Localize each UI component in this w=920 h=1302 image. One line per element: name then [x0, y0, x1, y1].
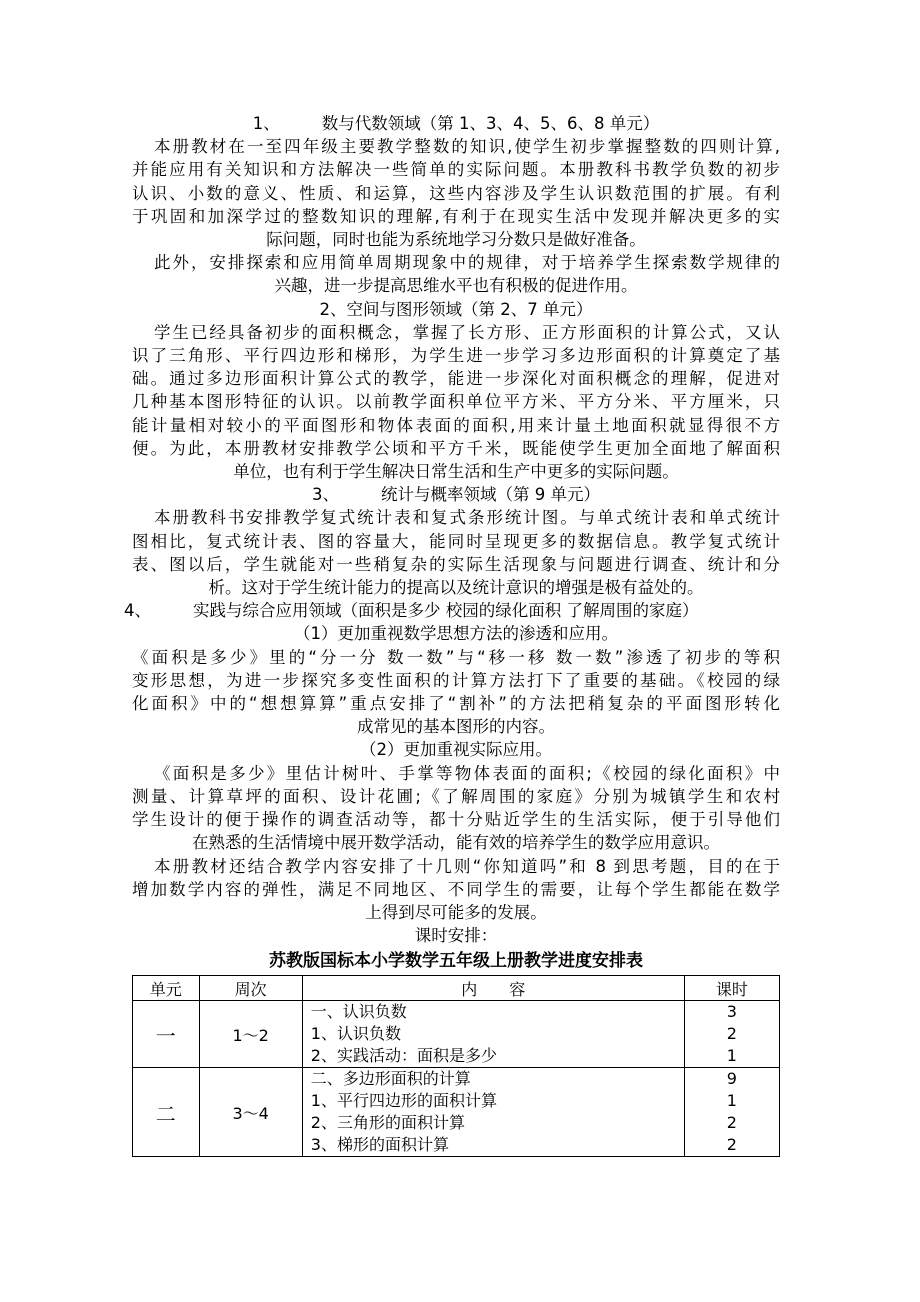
- section-2-line: 能计量相对较小的平面图形和物体表面的面积,用来计量土地面积就显得很不方: [132, 415, 780, 435]
- content-cell: [302, 1068, 684, 1157]
- content-cell: [302, 1001, 684, 1068]
- schedule-table: [132, 975, 780, 1157]
- content-item: 1、平行四边形的面积计算: [310, 1091, 497, 1111]
- document-page: [124, 112, 780, 1157]
- section-4-title: 实践与综合应用领域（面积是多少 校园的绿化面积 了解周围的家庭）: [193, 601, 699, 621]
- content-item: 一、认识负数: [310, 1002, 407, 1022]
- content-item: 二、多边形面积的计算: [310, 1069, 471, 1089]
- header-unit: 单元: [133, 976, 200, 1001]
- hours-value: 2: [726, 1024, 737, 1044]
- section-4-line: 《面积是多少》里估计树叶、手掌等物体表面的面积;《校园的绿化面积》中: [154, 763, 780, 783]
- week-cell: 1～2: [199, 1001, 302, 1068]
- table-row: [133, 1001, 780, 1068]
- section-1-line: 兴趣，进一步提高思维水平也有积极的促进作用。: [274, 276, 638, 296]
- section-1-line: 并能应用有关知识和方法解决一些简单的实际问题。本册教科书教学负数的初步: [132, 160, 780, 180]
- section-2-heading: [132, 298, 780, 321]
- table-title: 苏教版国标本小学数学五年级上册教学进度安排表: [269, 951, 643, 972]
- section-2-line: 础。通过多边形面积计算公式的教学，能进一步深化对面积概念的理解，促进对: [132, 369, 780, 389]
- content-item: 1、认识负数: [310, 1024, 401, 1044]
- table-header-row: [133, 976, 780, 1001]
- hours-value: 1: [726, 1091, 737, 1111]
- header-week: 周次: [199, 976, 302, 1001]
- hours-cell: [684, 1001, 779, 1068]
- section-3-line: 表、图以后，学生就能对一些稍复杂的实际生活现象与问题进行调查、统计和分: [132, 554, 780, 574]
- unit-cell: 二: [133, 1068, 200, 1157]
- section-4-line: （2）更加重视实际应用。: [360, 740, 552, 760]
- section-3-heading: [132, 483, 780, 506]
- section-2-number: 2、: [319, 299, 347, 319]
- section-4-line: 增加数学内容的弹性，满足不同地区、不同学生的需要，让每个学生都能在数学: [132, 879, 780, 899]
- hours-value: 1: [726, 1046, 737, 1066]
- section-3-number: 3、: [312, 485, 339, 505]
- section-4-line: 上得到尽可能多的发展。: [365, 902, 547, 922]
- section-1-heading: [132, 112, 780, 135]
- unit-cell: 一: [133, 1001, 200, 1068]
- hours-value: 3: [726, 1002, 737, 1022]
- section-1-title: 数与代数领域（第 1、3、4、5、6、8 单元）: [321, 114, 660, 133]
- section-1-line: 此外，安排探索和应用简单周期现象中的规律，对于培养学生探索数学规律的: [154, 253, 780, 273]
- schedule-label: 课时安排：: [414, 926, 498, 946]
- section-2-line: 单位，也有利于学生解决日常生活和生产中更多的实际问题。: [233, 462, 679, 482]
- section-4-number: 4、: [124, 601, 151, 621]
- section-2-title: 空间与图形领域（第 2、7 单元）: [346, 299, 593, 319]
- section-4-line: （1）更加重视数学思想方法的渗透和应用。: [294, 624, 618, 644]
- section-4-line: 化面积》中的“想想算算”重点安排了“割补”的方法把稍复杂的平面图形转化: [132, 694, 780, 714]
- content-item: 2、实践活动：面积是多少: [310, 1046, 497, 1066]
- content-item: 2、三角形的面积计算: [310, 1113, 465, 1133]
- section-4-heading: [124, 599, 780, 622]
- header-content: 内 容: [302, 976, 684, 1001]
- hours-value: 9: [726, 1069, 737, 1089]
- section-1-line: 际问题，同时也能为系统地学习分数只是做好准备。: [266, 230, 646, 250]
- section-2-line: 识了三角形、平行四边形和梯形，为学生进一步学习多边形面积的计算奠定了基: [132, 346, 780, 366]
- section-4-line: 学生设计的便于操作的调查活动等，都十分贴近学生的生活实际，便于引导他们: [132, 810, 780, 830]
- section-4-line: 本册教材还结合教学内容安排了十几则“你知道吗”和 8 到思考题，目的在于: [154, 856, 780, 876]
- section-3-title: 统计与概率领域（第 9 单元）: [381, 485, 600, 505]
- header-hours: 课时: [684, 976, 779, 1001]
- section-2-line: 便。为此，本册教材安排教学公顷和平方千米，既能使学生更加全面地了解面积: [132, 438, 780, 458]
- section-3-line: 图相比，复式统计表、图的容量大，能同时呈现更多的数据信息。教学复式统计: [132, 531, 780, 551]
- week-cell: 3～4: [199, 1068, 302, 1157]
- section-1-line: 本册教材在一至四年级主要教学整数的知识,使学生初步掌握整数的四则计算,: [154, 137, 780, 157]
- hours-cell: [684, 1068, 779, 1157]
- section-4-line: 在熟悉的生活情境中展开数学活动，能有效的培养学生的数学应用意识。: [192, 833, 720, 853]
- section-4-line: 成常见的基本图形的内容。: [357, 717, 555, 737]
- section-4-line: 《面积是多少》里的“分一分 数一数”与“移一移 数一数”渗透了初步的等积: [132, 647, 780, 667]
- table-row: [133, 1068, 780, 1157]
- section-1-line: 于巩固和加深学过的整数知识的理解,有利于在现实生活中发现并解决更多的实: [132, 206, 780, 226]
- section-3-line: 本册教科书安排教学复式统计表和复式条形统计图。与单式统计表和单式统计: [154, 508, 780, 528]
- content-item: 3、梯形的面积计算: [310, 1135, 449, 1155]
- section-1-line: 认识、小数的意义、性质、和运算，这些内容涉及学生认识数范围的扩展。有利: [132, 183, 780, 203]
- section-3-line: 析。这对于学生统计能力的提高以及统计意识的增强是极有益处的。: [208, 578, 704, 598]
- section-2-line: 几种基本图形特征的认识。以前教学面积单位平方米、平方分米、平方厘米，只: [132, 392, 780, 412]
- section-1-number: 1、: [252, 114, 280, 133]
- section-2-line: 学生已经具备初步的面积概念，掌握了长方形、正方形面积的计算公式，又认: [154, 322, 780, 342]
- hours-value: 2: [726, 1135, 737, 1155]
- hours-value: 2: [726, 1113, 737, 1133]
- section-4-line: 变形思想，为进一步探究多变性面积的计算方法打下了重要的基础。《校园的绿: [132, 670, 780, 690]
- section-4-line: 测量、计算草坪的面积、设计花圃;《了解周围的家庭》分别为城镇学生和农村: [132, 786, 780, 806]
